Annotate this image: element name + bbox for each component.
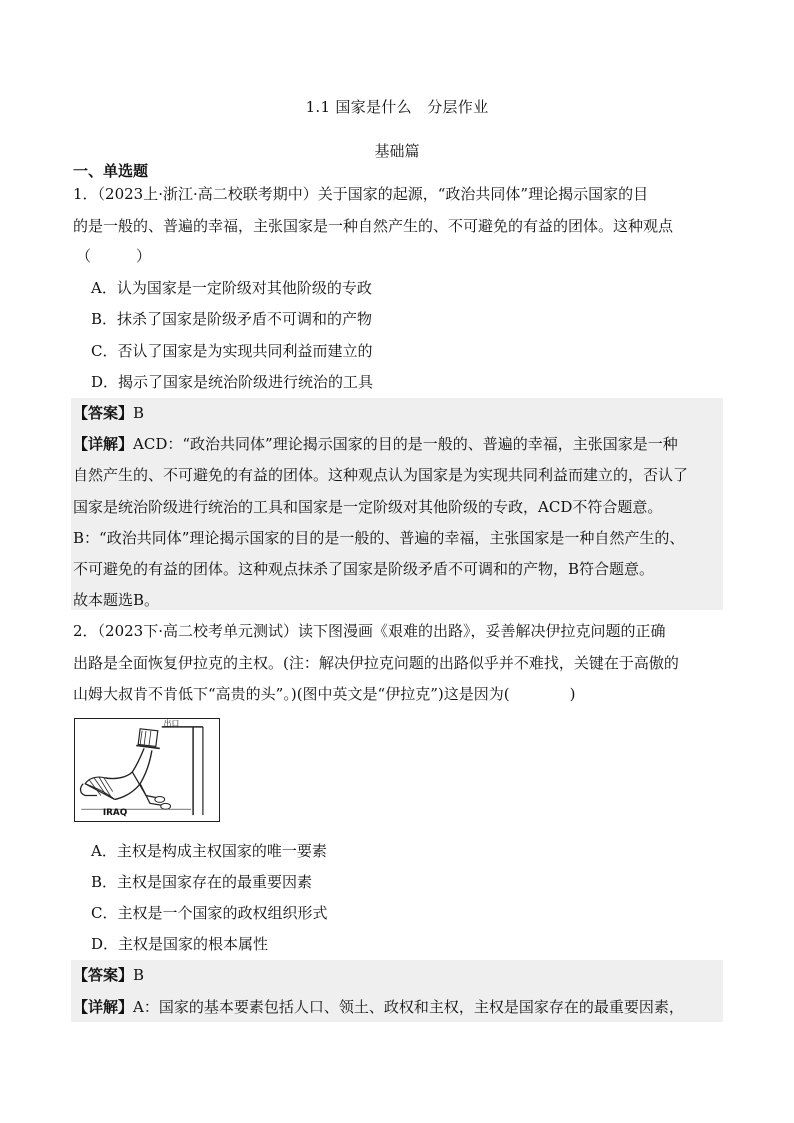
cartoon-figure (74, 718, 220, 822)
q1-detail-label: 【详解】 (73, 435, 134, 453)
q2-stem-line: 2．（2023下·高二校考单元测试）读下图漫画《艰难的出路》，妥善解决伊拉克问题的正确 (73, 622, 666, 640)
iraq-label: IRAQ (102, 808, 128, 819)
q1-answer-label: 【答案】 (73, 404, 134, 422)
q1-option-a: A．认为国家是一定阶级对其他阶级的专政 (91, 279, 372, 297)
page-subtitle: 基础篇 (374, 142, 420, 160)
page-title: 1.1 国家是什么 分层作业 (305, 98, 489, 116)
q1-stem-line: 的是一般的、普遍的幸福，主张国家是一种自然产生的、不可避免的有益的团体。这种观点 (73, 217, 674, 235)
q1-answer-value: B (133, 404, 145, 422)
q2-answer-label: 【答案】 (73, 966, 134, 984)
cartoon-drawing (75, 719, 219, 821)
q2-detail-label: 【详解】 (73, 998, 134, 1016)
q1-detail-line: 不可避免的有益的团体。这种观点抹杀了国家是阶级矛盾不可调和的产物，B符合题意。 (73, 560, 655, 578)
q1-stem-line: 1．（2023上·浙江·高二校联考期中）关于国家的起源，“政治共同体”理论揭示国家的目 (73, 185, 649, 203)
q1-detail-line: 【详解】ACD：“政治共同体”理论揭示国家的目的是一般的、普遍的幸福，主张国家是一种 (73, 435, 678, 453)
q2-answer (73, 964, 733, 986)
exit-sign: 出口 (163, 719, 180, 728)
q1-option-b: B．抹杀了国家是阶级矛盾不可调和的产物 (91, 310, 373, 328)
q1-detail-line: 故本题选B。 (73, 591, 160, 609)
q2-option-a: A．主权是构成主权国家的唯一要素 (91, 842, 327, 860)
q2-detail-line: 【详解】A：国家的基本要素包括人口、领土、政权和主权，主权是国家存在的最重要因素， (73, 998, 684, 1016)
q1-option-d: D．揭示了国家是统治阶级进行统治的工具 (91, 373, 374, 391)
section-heading: 一、单选题 (73, 162, 149, 180)
q2-answer-value: B (133, 966, 145, 984)
q2-stem-line: 出路是全面恢复伊拉克的主权。(注：解决伊拉克问题的出路似乎并不难找，关键在于高傲的 (73, 654, 679, 672)
q1-stem-line: （ ） (76, 247, 152, 265)
q1-option-c: C．否认了国家是为实现共同利益而建立的 (91, 342, 373, 360)
q2-option-d: D．主权是国家的根本属性 (91, 935, 269, 953)
q2-option-c: C．主权是一个国家的政权组织形式 (91, 904, 328, 922)
q2-option-b: B．主权是国家存在的最重要因素 (91, 873, 313, 891)
q1-answer (73, 402, 733, 424)
q2-stem-line: 山姆大叔肯不肯低下“高贵的头”。)(图中英文是“伊拉克”)这是因为( ) (73, 685, 576, 703)
q1-detail-line: 国家是统治阶级进行统治的工具和国家是一定阶级对其他阶级的专政，ACD不符合题意。 (73, 498, 663, 516)
q1-detail-line: 自然产生的、不可避免的有益的团体。这种观点认为国家是为实现共同利益而建立的，否认了 (73, 466, 689, 484)
q1-detail-line: B：“政治共同体”理论揭示国家的目的是一般的、普遍的幸福，主张国家是一种自然产生的、 (73, 529, 685, 547)
